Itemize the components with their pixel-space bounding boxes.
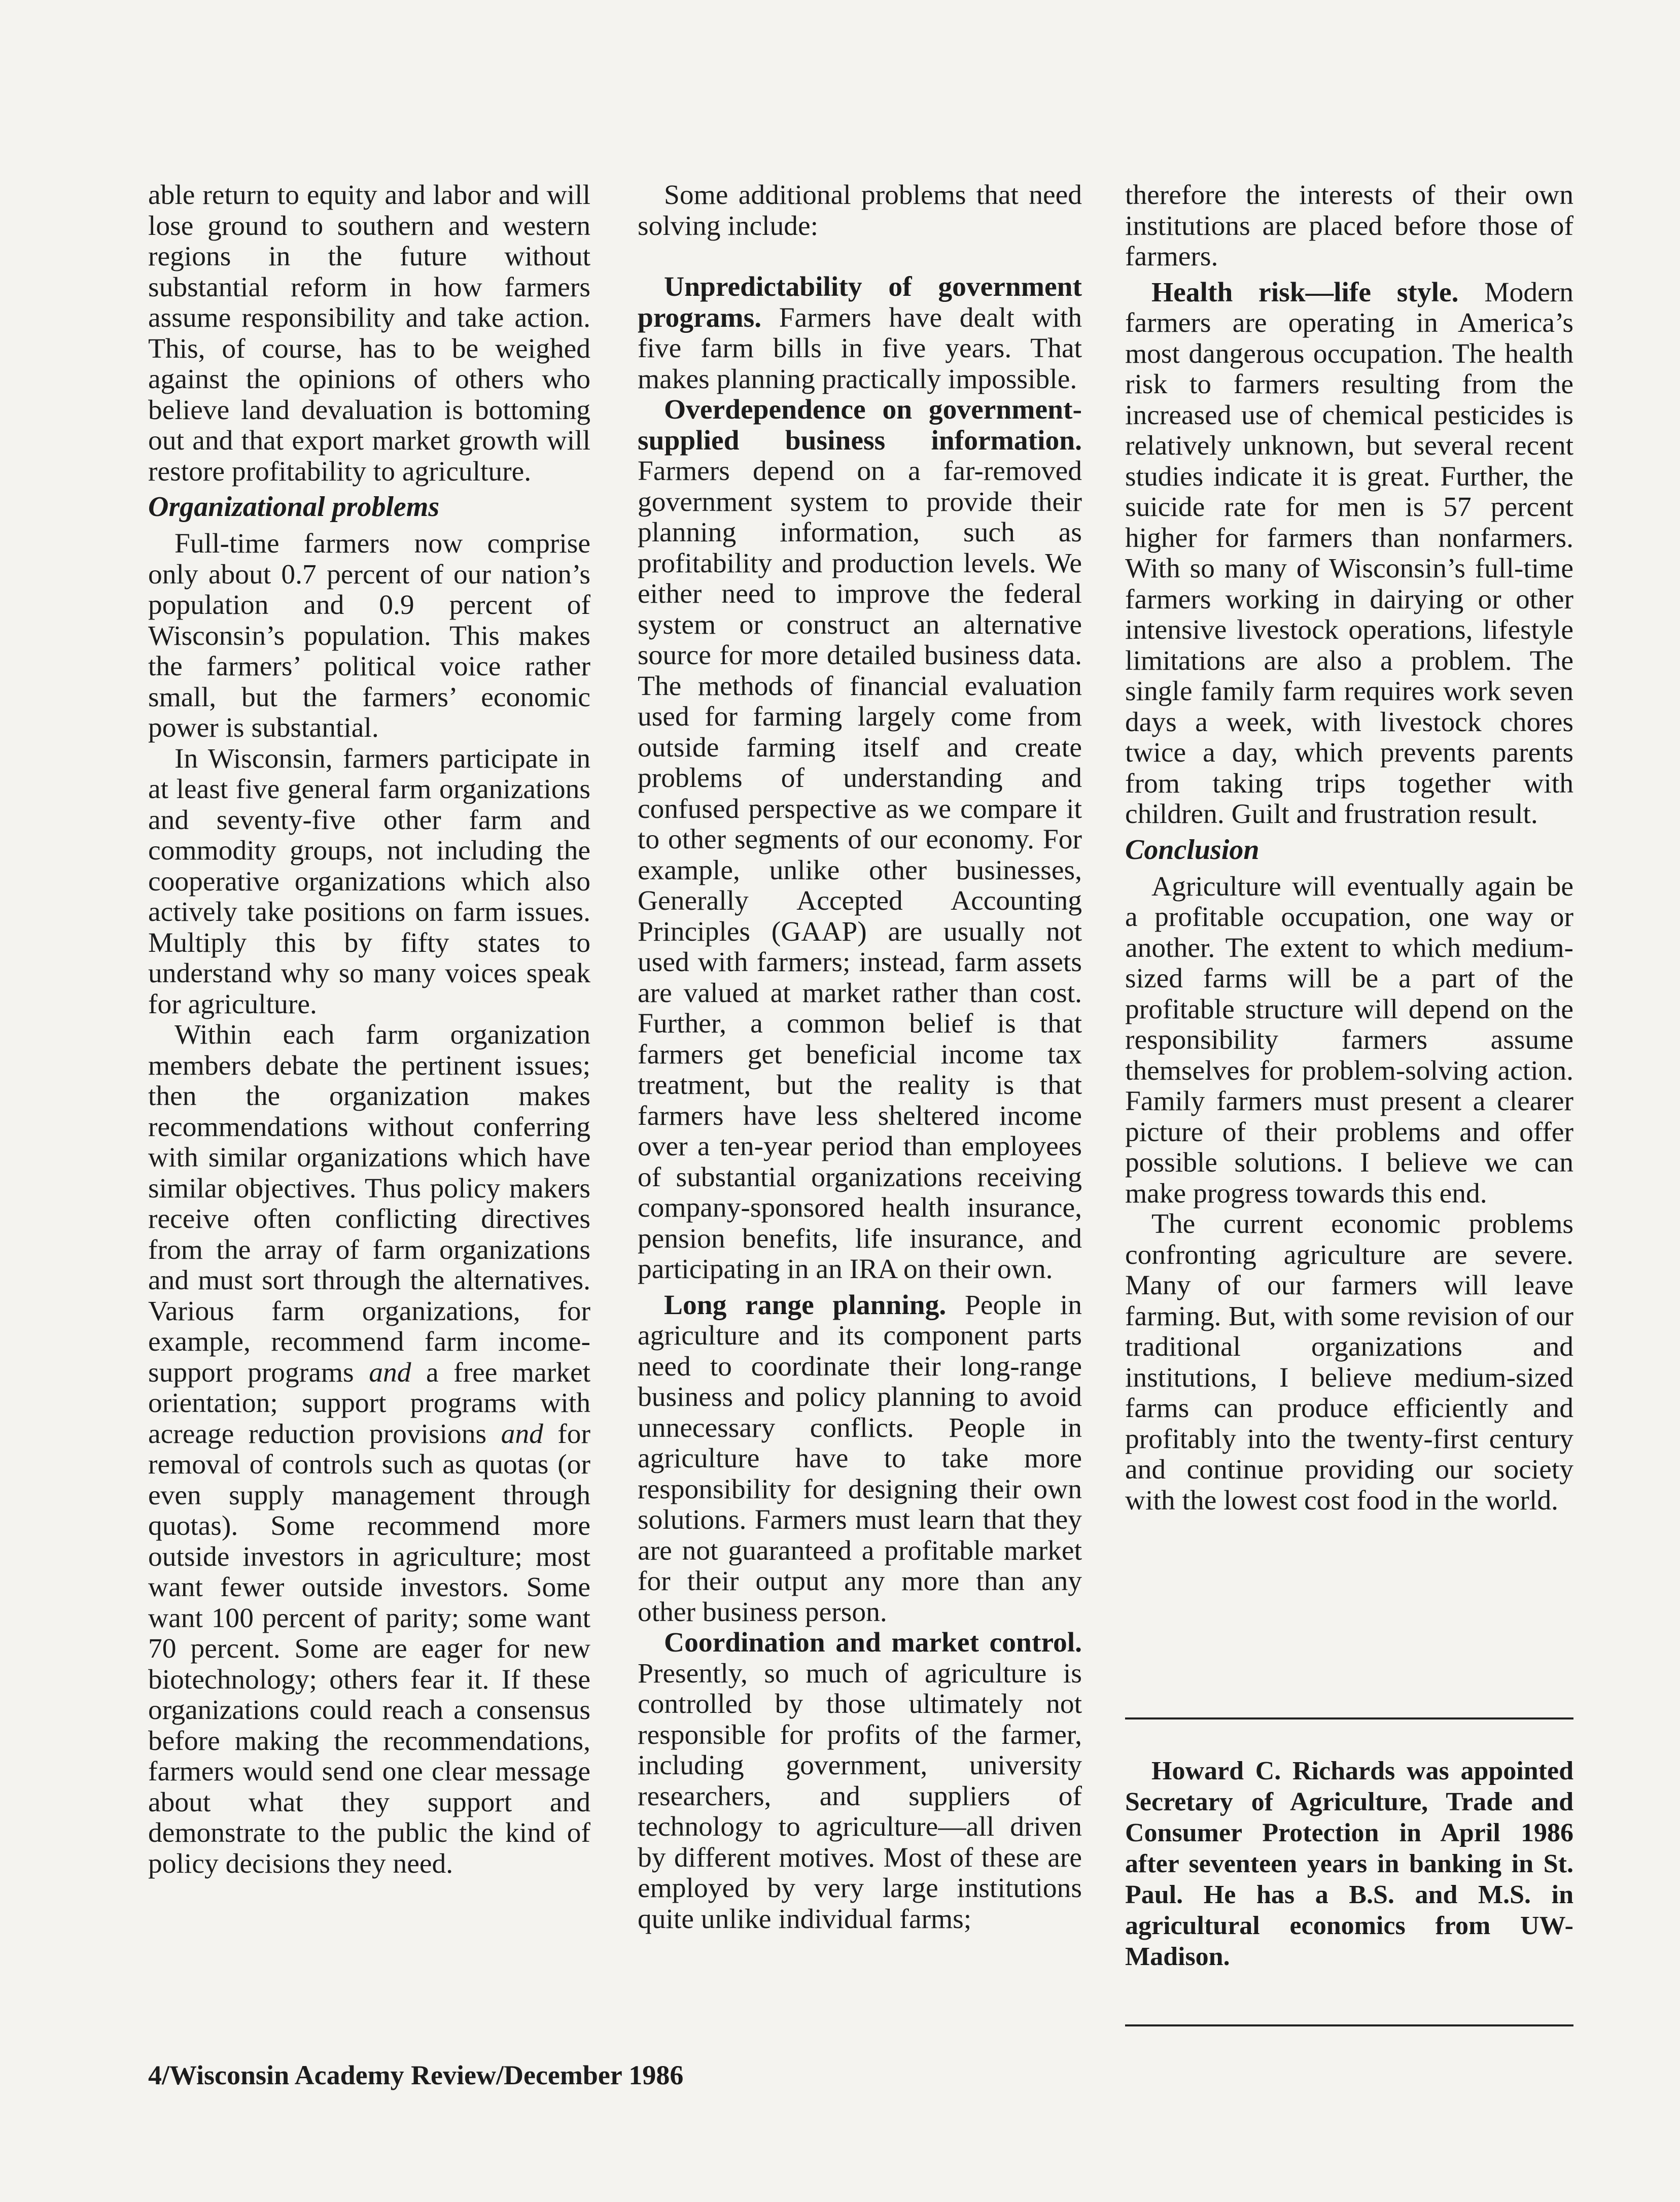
paragraph-conclusion-1: Agriculture will eventually again be a profitable occupation, one way or another. The extent to which medium-sized farms will be a part of the profitable structure will depend on the responsibility farmers assume themselves for problem-solving action. Family farmers must present a clearer picture of their problems and offer possible solutions. I believe we can make progress towards this end. (1125, 871, 1573, 1209)
emphasis-and: and (501, 1418, 543, 1450)
column-3 (1125, 180, 1573, 1516)
divider-rule (1125, 2024, 1573, 2026)
paragraph-health-risk (1125, 278, 1573, 830)
paragraph-wisconsin-organizations: In Wisconsin, farmers participate in at least five general farm organizations and seventy-five other farm and commodity groups, not including the cooperative organizations which also actively take positions on farm issues. Multiply this by fifty states to understand why so many voices speak for agriculture. (148, 743, 590, 1020)
divider-rule (1125, 1717, 1573, 1719)
author-bio: Howard C. Richards was appointed Secretary of Agriculture, Trade and Consumer Protection in April 1986 after seventeen years in banking in St. Paul. He has a B.S. and M.S. in agricultural economics from UW-Madison. (1125, 1757, 1573, 1971)
paragraph-long-range-planning (638, 1290, 1082, 1628)
run-in-heading: Overdependence on government-supplied business information. (638, 394, 1082, 456)
run-in-heading: Health risk—life style. (1151, 277, 1459, 308)
page-footer: 4/Wisconsin Academy Review/December 1986 (148, 2060, 684, 2090)
text-run: a free market orientation; support programs with acreage reduction provisions (148, 1357, 590, 1450)
text-run: People in agriculture and its component parts need to coordinate their long-range business and policy planning to avoid unnecessary conflicts. People in agriculture have to take more responsibility for designing their own solutions. Farmers must learn that they are not guaranteed a profitable market for their output any more than any other business person. (638, 1289, 1082, 1628)
heading-organizational-problems: Organizational problems (148, 491, 440, 523)
run-in-heading: Long range planning. (664, 1289, 947, 1321)
paragraph-overdependence (638, 395, 1082, 1285)
paragraph-within-organizations (148, 1020, 590, 1879)
emphasis-and: and (369, 1357, 411, 1388)
text-run: Modern farmers are operating in America’s most dangerous occupation. The health risk to farmers resulting from the increased use of chemical pesticides is relatively unknown, but several recent studies indicate it is great. Further, the suicide rate for men is 57 percent higher for farmers than nonfarmers. With so many of Wisconsin’s full-time farmers working in dairying or other intensive livestock operations, lifestyle limitations are also a problem. The single family farm requires work seven days a week, with livestock chores twice a day, which prevents parents from taking trips together with children. Guilt and frustration result. (1125, 277, 1574, 830)
paragraph-coordination (638, 1628, 1082, 1935)
run-in-heading: Coordination and market control. (664, 1627, 1082, 1658)
text-run: for removal of controls such as quotas (or even supply management through quotas). Some recommend more outside investors in agriculture; most want fewer outside investors. Some want 100 percent of parity; some want 70 percent. Some are eager for new biotechnology; others fear it. If these organizations could reach a consensus before making the recommendations, farmers would send one clear message about what they support and demonstrate to the public the kind of policy decisions they need. (148, 1418, 590, 1879)
column-1 (148, 180, 590, 1879)
text-run: Farmers have dealt with five farm bills in five years. That makes planning practically impossible. (638, 302, 1082, 395)
text-run: Presently, so much of agriculture is controlled by those ultimately not responsible for profits of the farmer, including government, university researchers, and suppliers of technology to agriculture—all driven by different motives. Most of these are employed by very large institutions quite unlike individual farms; (638, 1658, 1082, 1935)
paragraph-continued: therefore the interests of their own institutions are placed before those of farmers. (1125, 180, 1573, 272)
heading-conclusion: Conclusion (1125, 834, 1259, 866)
paragraph-fulltime-farmers: Full-time farmers now comprise only about 0.7 percent of our nation’s population and 0.9 percent of Wisconsin’s population. This makes the farmers’ political voice rather small, but the farmers’ economic power is substantial. (148, 528, 590, 743)
column-2 (638, 180, 1082, 1935)
paragraph-continued: able return to equity and labor and will lose ground to southern and western regions in the future without substantial reform in how farmers assume responsibility and take action. This, of course, has to be weighed against the opinions of others who believe land devaluation is bottoming out and that export market growth will restore profitability to agriculture. (148, 180, 590, 487)
paragraph-unpredictability (638, 272, 1082, 395)
text-run: Farmers depend on a far-removed government system to provide their planning information, such as profitability and production levels. We either need to improve the federal system or construct an alternative source for more detailed business data. The methods of financial evaluation used for farming largely come from outside farming itself and create problems of understanding and confused perspective as we compare it to other segments of our economy. For example, unlike other businesses, Generally Accepted Accounting Principles (GAAP) are usually not used with farmers; instead, farm assets are valued at market rather than cost. Further, a common belief is that farmers get beneficial income tax treatment, but the reality is that farmers have less sheltered income over a ten-year period than employees of substantial organizations receiving company-sponsored health insurance, pension benefits, life insurance, and participating in an IRA on their own. (638, 456, 1082, 1285)
text-run: Within each farm organization members debate the pertinent issues; then the organization makes recommendations without conferring with similar organizations which have similar objectives. Thus policy makers receive often conflicting directives from the array of farm organizations and must sort through the alternatives. Various farm organizations, for example, recommend farm income-support programs (148, 1019, 590, 1388)
run-in-heading: Unpredictability of government programs. (638, 271, 1082, 333)
paragraph-conclusion-2: The current economic problems confronting agriculture are severe. Many of our farmers will leave farming. But, with some revision of our traditional organizations and institutions, I believe medium-sized farms can produce efficiently and profitably into the twenty-first century and continue providing our society with the lowest cost food in the world. (1125, 1209, 1573, 1516)
paragraph-intro: Some additional problems that need solving include: (638, 180, 1082, 242)
